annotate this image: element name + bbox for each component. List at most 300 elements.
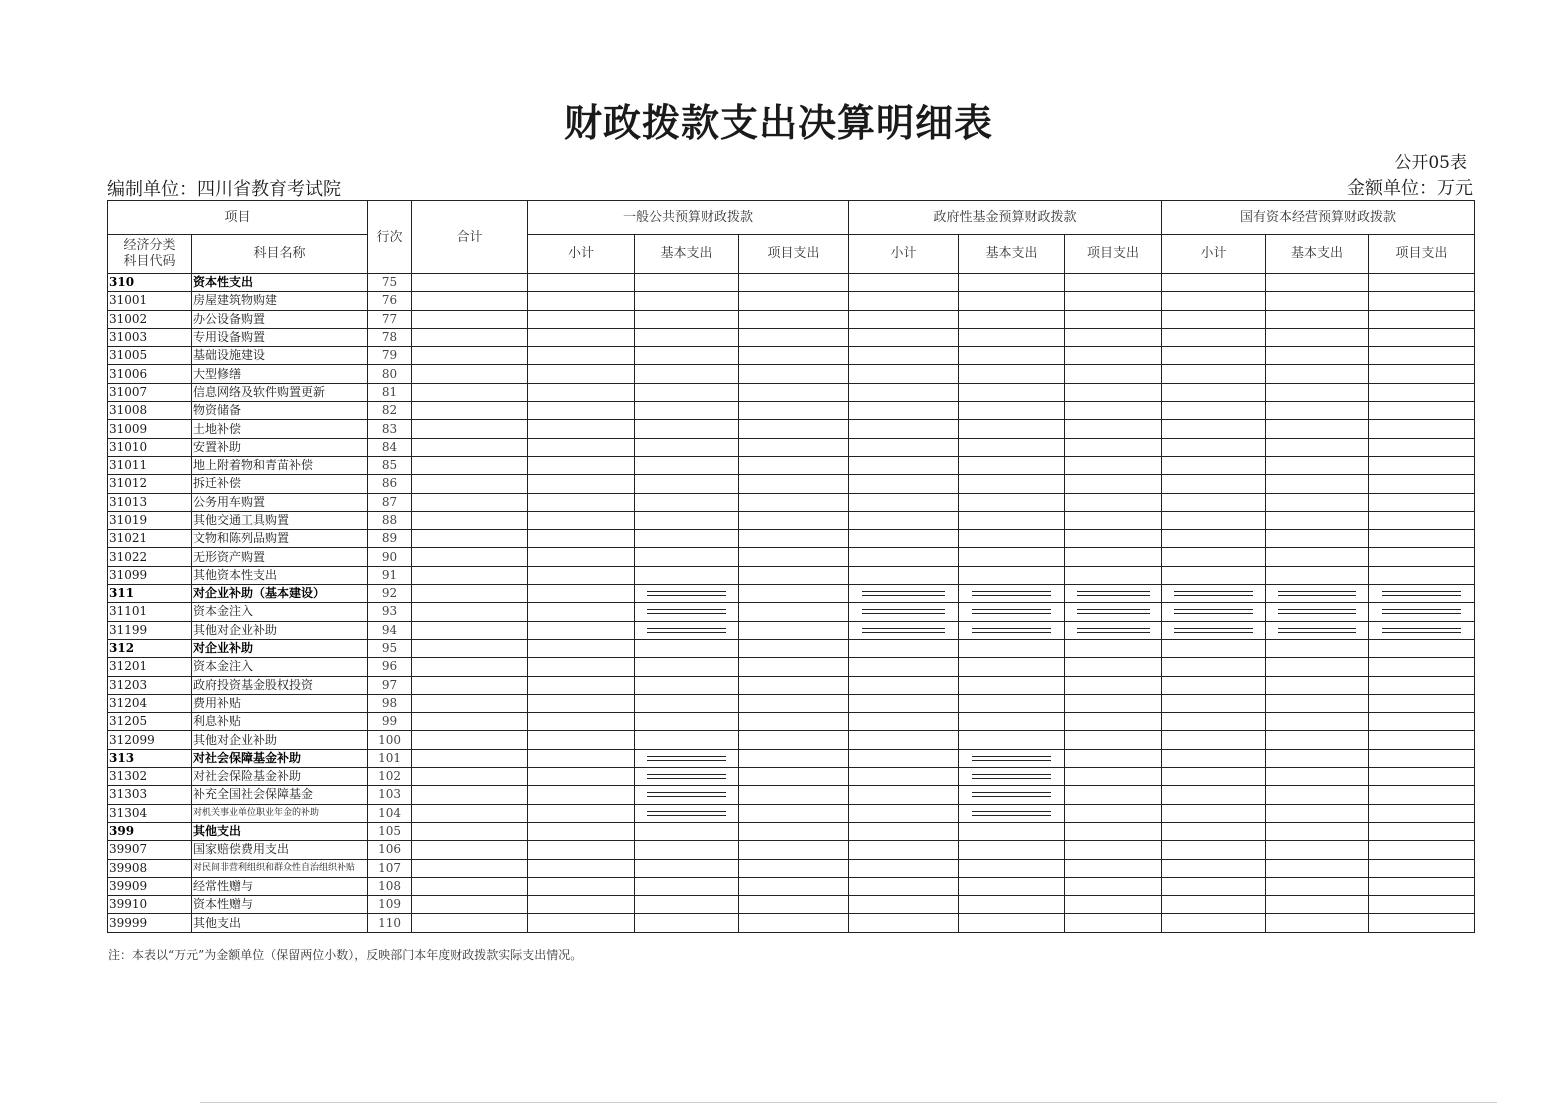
amount-cell bbox=[1162, 658, 1266, 676]
amount-cell bbox=[528, 456, 635, 474]
row-number: 100 bbox=[368, 731, 412, 749]
amount-cell bbox=[635, 365, 739, 383]
amount-cell bbox=[1369, 877, 1475, 895]
amount-cell bbox=[1162, 383, 1266, 401]
row-number: 109 bbox=[368, 896, 412, 914]
amount-cell bbox=[412, 475, 528, 493]
row-code: 31005 bbox=[108, 347, 192, 365]
amount-cell bbox=[1266, 786, 1369, 804]
not-applicable-cell bbox=[1266, 621, 1369, 639]
amount-cell bbox=[1162, 841, 1266, 859]
amount-cell bbox=[849, 566, 959, 584]
header-basic: 基本支出 bbox=[1266, 235, 1369, 274]
amount-cell bbox=[849, 639, 959, 657]
table-row bbox=[108, 914, 1475, 932]
amount-cell bbox=[528, 438, 635, 456]
row-code: 31007 bbox=[108, 383, 192, 401]
amount-cell bbox=[528, 365, 635, 383]
row-name: 其他支出 bbox=[192, 822, 368, 840]
not-applicable-cell bbox=[635, 768, 739, 786]
amount-cell bbox=[849, 768, 959, 786]
table-row bbox=[108, 841, 1475, 859]
amount-cell bbox=[528, 585, 635, 603]
amount-cell bbox=[1369, 658, 1475, 676]
footnote: 注：本表以“万元”为金额单位（保留两位小数），反映部门本年度财政拨款实际支出情况。 bbox=[108, 948, 583, 962]
amount-cell bbox=[1369, 292, 1475, 310]
row-number: 79 bbox=[368, 347, 412, 365]
amount-cell bbox=[528, 786, 635, 804]
row-name: 补充全国社会保障基金 bbox=[192, 786, 368, 804]
amount-cell bbox=[528, 896, 635, 914]
amount-cell bbox=[635, 347, 739, 365]
amount-cell bbox=[1369, 804, 1475, 822]
amount-cell bbox=[1162, 786, 1266, 804]
amount-cell bbox=[1266, 548, 1369, 566]
amount-cell bbox=[1162, 731, 1266, 749]
table-row bbox=[108, 639, 1475, 657]
amount-cell bbox=[528, 274, 635, 292]
amount-cell bbox=[1162, 511, 1266, 529]
row-code: 39999 bbox=[108, 914, 192, 932]
amount-cell bbox=[849, 658, 959, 676]
amount-cell bbox=[739, 420, 849, 438]
not-applicable-cell bbox=[635, 585, 739, 603]
amount-cell bbox=[1369, 841, 1475, 859]
table-row bbox=[108, 749, 1475, 767]
amount-cell bbox=[635, 475, 739, 493]
amount-cell bbox=[739, 511, 849, 529]
amount-cell bbox=[959, 383, 1065, 401]
table-row bbox=[108, 456, 1475, 474]
row-code: 31012 bbox=[108, 475, 192, 493]
not-applicable-cell bbox=[1162, 621, 1266, 639]
amount-cell bbox=[1065, 639, 1162, 657]
row-number: 103 bbox=[368, 786, 412, 804]
amount-cell bbox=[635, 456, 739, 474]
amount-cell bbox=[959, 365, 1065, 383]
not-applicable-cell bbox=[635, 786, 739, 804]
amount-cell bbox=[1369, 822, 1475, 840]
not-applicable-cell bbox=[1162, 603, 1266, 621]
row-code: 39908 bbox=[108, 859, 192, 877]
amount-cell bbox=[739, 383, 849, 401]
table-row bbox=[108, 621, 1475, 639]
amount-cell bbox=[1266, 804, 1369, 822]
header-code: 经济分类 科目代码 bbox=[108, 235, 192, 274]
row-number: 89 bbox=[368, 530, 412, 548]
row-number: 104 bbox=[368, 804, 412, 822]
amount-cell bbox=[959, 511, 1065, 529]
amount-cell bbox=[849, 328, 959, 346]
row-name: 对民间非营利组织和群众性自治组织补贴 bbox=[192, 859, 368, 877]
amount-cell bbox=[528, 566, 635, 584]
amount-cell bbox=[412, 530, 528, 548]
amount-cell bbox=[1065, 694, 1162, 712]
row-number: 107 bbox=[368, 859, 412, 877]
row-number: 106 bbox=[368, 841, 412, 859]
amount-cell bbox=[959, 310, 1065, 328]
row-code: 31303 bbox=[108, 786, 192, 804]
table-row bbox=[108, 365, 1475, 383]
table-row bbox=[108, 658, 1475, 676]
amount-cell bbox=[959, 420, 1065, 438]
amount-cell bbox=[1369, 347, 1475, 365]
amount-cell bbox=[849, 511, 959, 529]
amount-cell bbox=[528, 511, 635, 529]
row-code: 31003 bbox=[108, 328, 192, 346]
not-applicable-cell bbox=[1369, 603, 1475, 621]
table-row bbox=[108, 420, 1475, 438]
amount-cell bbox=[849, 530, 959, 548]
amount-cell bbox=[528, 292, 635, 310]
amount-cell bbox=[1065, 804, 1162, 822]
not-applicable-cell bbox=[959, 621, 1065, 639]
amount-cell bbox=[412, 841, 528, 859]
amount-cell bbox=[739, 713, 849, 731]
amount-cell bbox=[1369, 548, 1475, 566]
table-row bbox=[108, 694, 1475, 712]
amount-cell bbox=[1162, 639, 1266, 657]
amount-cell bbox=[635, 566, 739, 584]
amount-cell bbox=[412, 456, 528, 474]
row-code: 31006 bbox=[108, 365, 192, 383]
amount-cell bbox=[1266, 328, 1369, 346]
amount-cell bbox=[528, 731, 635, 749]
amount-cell bbox=[739, 658, 849, 676]
row-name: 资本金注入 bbox=[192, 658, 368, 676]
amount-cell bbox=[1266, 383, 1369, 401]
amount-cell bbox=[739, 328, 849, 346]
amount-cell bbox=[959, 328, 1065, 346]
amount-cell bbox=[1266, 694, 1369, 712]
amount-cell bbox=[849, 456, 959, 474]
amount-cell bbox=[528, 676, 635, 694]
amount-cell bbox=[1369, 676, 1475, 694]
amount-cell bbox=[959, 877, 1065, 895]
row-name: 安置补助 bbox=[192, 438, 368, 456]
amount-cell bbox=[528, 804, 635, 822]
row-code: 31009 bbox=[108, 420, 192, 438]
amount-cell bbox=[635, 438, 739, 456]
amount-cell bbox=[635, 731, 739, 749]
amount-cell bbox=[528, 658, 635, 676]
amount-cell bbox=[849, 383, 959, 401]
amount-cell bbox=[1369, 694, 1475, 712]
not-applicable-cell bbox=[1266, 585, 1369, 603]
amount-cell bbox=[849, 365, 959, 383]
amount-cell bbox=[1369, 475, 1475, 493]
amount-cell bbox=[959, 274, 1065, 292]
row-number: 90 bbox=[368, 548, 412, 566]
amount-cell bbox=[528, 914, 635, 932]
amount-cell bbox=[1065, 566, 1162, 584]
amount-cell bbox=[635, 896, 739, 914]
row-name: 对社会保险基金补助 bbox=[192, 768, 368, 786]
table-row bbox=[108, 548, 1475, 566]
amount-cell bbox=[959, 402, 1065, 420]
header-rowno: 行次 bbox=[368, 201, 412, 274]
amount-cell bbox=[849, 822, 959, 840]
amount-cell bbox=[1162, 676, 1266, 694]
amount-cell bbox=[1162, 274, 1266, 292]
amount-cell bbox=[1065, 676, 1162, 694]
table-row bbox=[108, 896, 1475, 914]
table-row bbox=[108, 566, 1475, 584]
amount-cell bbox=[849, 859, 959, 877]
amount-cell bbox=[959, 896, 1065, 914]
amount-cell bbox=[1266, 877, 1369, 895]
row-name: 资本金注入 bbox=[192, 603, 368, 621]
amount-cell bbox=[412, 713, 528, 731]
amount-cell bbox=[1369, 310, 1475, 328]
header-government-fund: 政府性基金预算财政拨款 bbox=[849, 201, 1162, 235]
table-row bbox=[108, 347, 1475, 365]
amount-cell bbox=[635, 383, 739, 401]
row-name: 费用补贴 bbox=[192, 694, 368, 712]
amount-cell bbox=[849, 731, 959, 749]
amount-cell bbox=[528, 822, 635, 840]
amount-cell bbox=[739, 493, 849, 511]
amount-cell bbox=[528, 402, 635, 420]
amount-cell bbox=[1266, 658, 1369, 676]
amount-cell bbox=[959, 822, 1065, 840]
amount-cell bbox=[1266, 493, 1369, 511]
amount-cell bbox=[739, 676, 849, 694]
table-row bbox=[108, 804, 1475, 822]
amount-cell bbox=[635, 639, 739, 657]
amount-cell bbox=[412, 328, 528, 346]
amount-cell bbox=[635, 713, 739, 731]
row-name: 办公设备购置 bbox=[192, 310, 368, 328]
amount-cell bbox=[528, 310, 635, 328]
amount-cell bbox=[849, 347, 959, 365]
amount-cell bbox=[1162, 420, 1266, 438]
header-general-budget: 一般公共预算财政拨款 bbox=[528, 201, 849, 235]
amount-cell bbox=[635, 402, 739, 420]
amount-cell bbox=[412, 347, 528, 365]
amount-cell bbox=[1065, 402, 1162, 420]
row-name: 公务用车购置 bbox=[192, 493, 368, 511]
amount-cell bbox=[412, 914, 528, 932]
amount-cell bbox=[635, 658, 739, 676]
amount-cell bbox=[1369, 402, 1475, 420]
row-number: 85 bbox=[368, 456, 412, 474]
amount-cell bbox=[412, 292, 528, 310]
amount-cell bbox=[1266, 841, 1369, 859]
amount-cell bbox=[528, 493, 635, 511]
row-code: 31022 bbox=[108, 548, 192, 566]
amount-cell bbox=[1162, 713, 1266, 731]
amount-cell bbox=[1369, 274, 1475, 292]
row-code: 31205 bbox=[108, 713, 192, 731]
row-name: 国家赔偿费用支出 bbox=[192, 841, 368, 859]
amount-cell bbox=[849, 786, 959, 804]
amount-cell bbox=[1266, 768, 1369, 786]
amount-cell bbox=[739, 475, 849, 493]
amount-cell bbox=[412, 621, 528, 639]
row-number: 84 bbox=[368, 438, 412, 456]
amount-cell bbox=[1162, 475, 1266, 493]
row-number: 96 bbox=[368, 658, 412, 676]
amount-cell bbox=[1065, 493, 1162, 511]
row-name: 无形资产购置 bbox=[192, 548, 368, 566]
row-name: 信息网络及软件购置更新 bbox=[192, 383, 368, 401]
amount-cell bbox=[412, 438, 528, 456]
row-number: 91 bbox=[368, 566, 412, 584]
amount-cell bbox=[1369, 530, 1475, 548]
amount-cell bbox=[635, 859, 739, 877]
amount-cell bbox=[412, 859, 528, 877]
amount-cell bbox=[528, 603, 635, 621]
amount-cell bbox=[1162, 328, 1266, 346]
amount-cell bbox=[849, 841, 959, 859]
amount-cell bbox=[739, 639, 849, 657]
row-number: 101 bbox=[368, 749, 412, 767]
table-row bbox=[108, 328, 1475, 346]
not-applicable-cell bbox=[1065, 621, 1162, 639]
table-row bbox=[108, 731, 1475, 749]
row-code: 31204 bbox=[108, 694, 192, 712]
table-row bbox=[108, 530, 1475, 548]
amount-cell bbox=[528, 548, 635, 566]
amount-cell bbox=[959, 658, 1065, 676]
amount-cell bbox=[528, 841, 635, 859]
amount-cell bbox=[959, 639, 1065, 657]
amount-cell bbox=[849, 676, 959, 694]
amount-cell bbox=[849, 292, 959, 310]
amount-cell bbox=[959, 456, 1065, 474]
amount-cell bbox=[1266, 530, 1369, 548]
row-name: 基础设施建设 bbox=[192, 347, 368, 365]
amount-cell bbox=[528, 530, 635, 548]
amount-cell bbox=[1369, 566, 1475, 584]
amount-cell bbox=[1065, 456, 1162, 474]
table-row bbox=[108, 493, 1475, 511]
row-number: 110 bbox=[368, 914, 412, 932]
row-name: 对社会保障基金补助 bbox=[192, 749, 368, 767]
amount-cell bbox=[1266, 292, 1369, 310]
amount-cell bbox=[1162, 822, 1266, 840]
amount-cell bbox=[412, 658, 528, 676]
row-code: 39907 bbox=[108, 841, 192, 859]
not-applicable-cell bbox=[849, 603, 959, 621]
amount-cell bbox=[1266, 274, 1369, 292]
row-name: 对机关事业单位职业年金的补助 bbox=[192, 804, 368, 822]
amount-cell bbox=[1065, 383, 1162, 401]
amount-cell bbox=[739, 274, 849, 292]
amount-cell bbox=[1369, 639, 1475, 657]
row-code: 31099 bbox=[108, 566, 192, 584]
amount-cell bbox=[528, 475, 635, 493]
amount-cell bbox=[412, 639, 528, 657]
not-applicable-cell bbox=[1369, 585, 1475, 603]
amount-cell bbox=[1065, 511, 1162, 529]
amount-cell bbox=[1162, 877, 1266, 895]
not-applicable-cell bbox=[849, 585, 959, 603]
row-code: 31304 bbox=[108, 804, 192, 822]
not-applicable-cell bbox=[1065, 603, 1162, 621]
row-code: 31199 bbox=[108, 621, 192, 639]
row-number: 98 bbox=[368, 694, 412, 712]
row-code: 31019 bbox=[108, 511, 192, 529]
amount-cell bbox=[1369, 456, 1475, 474]
not-applicable-cell bbox=[635, 621, 739, 639]
not-applicable-cell bbox=[635, 804, 739, 822]
amount-cell bbox=[412, 365, 528, 383]
amount-cell bbox=[849, 877, 959, 895]
amount-cell bbox=[412, 676, 528, 694]
table-row bbox=[108, 713, 1475, 731]
amount-cell bbox=[1162, 914, 1266, 932]
row-name: 资本性赠与 bbox=[192, 896, 368, 914]
amount-cell bbox=[739, 585, 849, 603]
table-row bbox=[108, 786, 1475, 804]
amount-cell bbox=[1065, 786, 1162, 804]
amount-cell bbox=[739, 347, 849, 365]
amount-cell bbox=[528, 713, 635, 731]
form-number: 公开05表 bbox=[1394, 153, 1467, 173]
amount-cell bbox=[1266, 731, 1369, 749]
row-code: 310 bbox=[108, 274, 192, 292]
amount-cell bbox=[1162, 456, 1266, 474]
amount-cell bbox=[412, 768, 528, 786]
row-code: 31002 bbox=[108, 310, 192, 328]
amount-cell bbox=[1266, 420, 1369, 438]
not-applicable-cell bbox=[1369, 621, 1475, 639]
amount-cell bbox=[1065, 713, 1162, 731]
amount-cell bbox=[1266, 365, 1369, 383]
amount-cell bbox=[1162, 548, 1266, 566]
amount-cell bbox=[1266, 310, 1369, 328]
amount-cell bbox=[1266, 822, 1369, 840]
amount-cell bbox=[959, 493, 1065, 511]
header-subtotal: 小计 bbox=[849, 235, 959, 274]
amount-cell bbox=[412, 603, 528, 621]
page-title: 财政拨款支出决算明细表 bbox=[563, 101, 993, 145]
not-applicable-cell bbox=[959, 749, 1065, 767]
amount-cell bbox=[412, 585, 528, 603]
amount-cell bbox=[739, 310, 849, 328]
amount-cell bbox=[739, 292, 849, 310]
table-row bbox=[108, 603, 1475, 621]
row-code: 31101 bbox=[108, 603, 192, 621]
row-number: 76 bbox=[368, 292, 412, 310]
table-row bbox=[108, 676, 1475, 694]
not-applicable-cell bbox=[959, 786, 1065, 804]
amount-cell bbox=[528, 877, 635, 895]
amount-cell bbox=[849, 914, 959, 932]
amount-cell bbox=[635, 310, 739, 328]
amount-cell bbox=[1065, 768, 1162, 786]
row-name: 大型修缮 bbox=[192, 365, 368, 383]
amount-cell bbox=[635, 511, 739, 529]
row-name: 拆迁补偿 bbox=[192, 475, 368, 493]
amount-cell bbox=[528, 420, 635, 438]
header-project: 项目支出 bbox=[1369, 235, 1475, 274]
row-name: 其他资本性支出 bbox=[192, 566, 368, 584]
row-number: 95 bbox=[368, 639, 412, 657]
amount-cell bbox=[635, 292, 739, 310]
amount-cell bbox=[1369, 438, 1475, 456]
amount-cell bbox=[1266, 566, 1369, 584]
amount-cell bbox=[1369, 731, 1475, 749]
amount-cell bbox=[528, 328, 635, 346]
table-row bbox=[108, 310, 1475, 328]
row-code: 31302 bbox=[108, 768, 192, 786]
amount-cell bbox=[1162, 347, 1266, 365]
table-row bbox=[108, 383, 1475, 401]
amount-cell bbox=[412, 383, 528, 401]
